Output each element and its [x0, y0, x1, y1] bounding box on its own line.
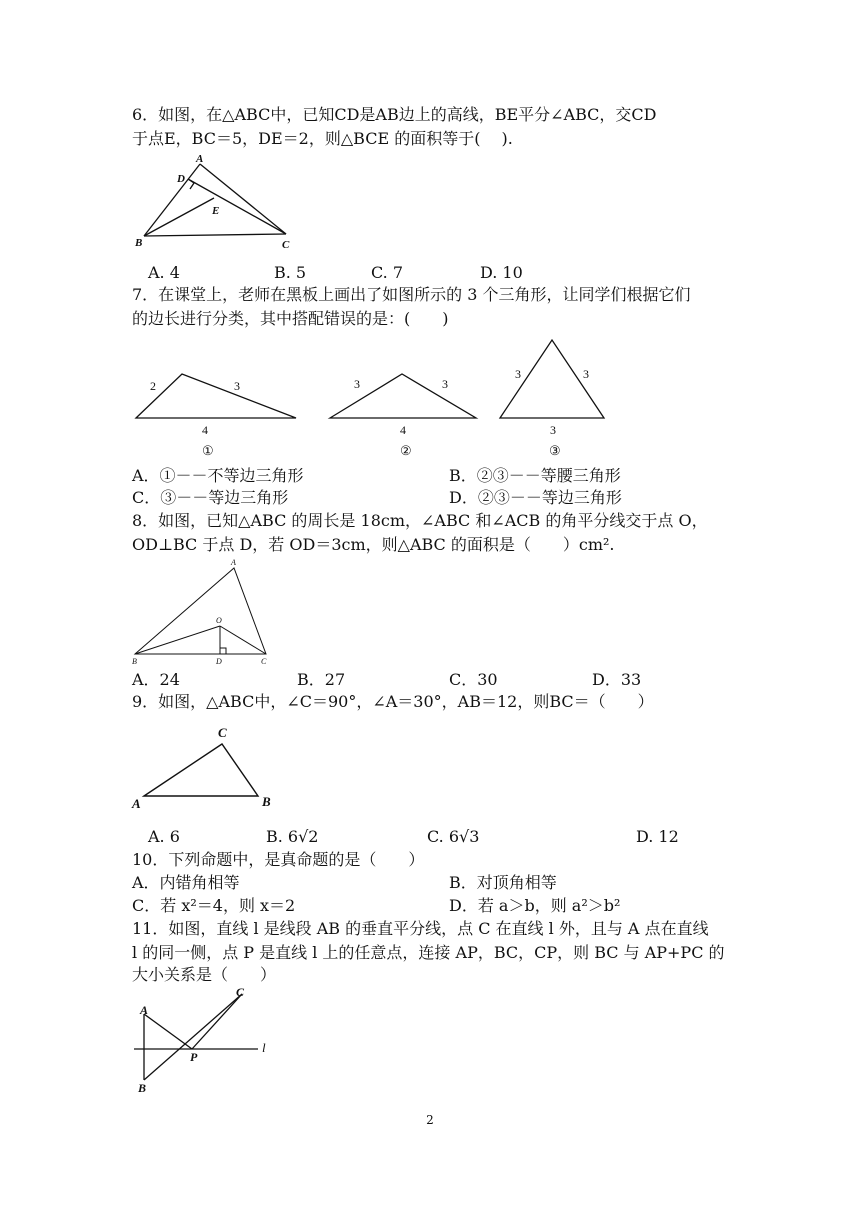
q11-label-b: B	[138, 1081, 147, 1095]
q11-label-a: A	[140, 1003, 149, 1017]
q8-figure	[130, 556, 280, 668]
q10-option-a: A．内错角相等	[132, 873, 240, 892]
q6-option-c: C. 7	[371, 263, 404, 282]
q10-option-c: C．若 x²＝4，则 x＝2	[132, 896, 296, 915]
q8-option-c: C．30	[449, 670, 498, 689]
q10-option-b: B．对顶角相等	[449, 873, 557, 892]
q6-label-c: C	[282, 239, 290, 251]
q10-option-d: D．若 a＞b，则 a²＞b²	[449, 896, 621, 915]
q7-option-d: D．②③－－等边三角形	[449, 488, 622, 507]
q7-option-b: B．②③－－等腰三角形	[449, 466, 621, 485]
q6-stem-line1: 6．如图，在△ABC中，已知CD是AB边上的高线，BE平分∠ABC，交CD	[132, 105, 657, 124]
q6-stem-line2: 于点E，BC＝5，DE＝2，则△BCE 的面积等于( ).	[132, 129, 513, 148]
q8-label-c: C	[261, 657, 267, 666]
page-number: 2	[426, 1113, 434, 1127]
t3-side-base: 3	[550, 423, 556, 437]
q9-option-d: D. 12	[636, 827, 679, 846]
q7-figure	[130, 334, 610, 462]
t3-mark: ③	[549, 443, 561, 458]
q8-label-d: D	[216, 657, 222, 666]
q9-stem-line1: 9．如图，△ABC中，∠C＝90°，∠A＝30°，AB＝12，则BC＝（ ）	[132, 692, 654, 711]
q6-label-b: B	[135, 237, 143, 249]
q6-label-a: A	[196, 153, 204, 165]
t1-side-left: 2	[150, 379, 156, 393]
q9-label-c: C	[218, 725, 227, 740]
q10-stem-line1: 10．下列命题中，是真命题的是（ ）	[132, 850, 425, 869]
q9-option-c: C. 6√3	[427, 827, 480, 846]
t1-mark: ①	[202, 443, 214, 458]
q11-stem-line3: 大小关系是（ ）	[132, 965, 277, 984]
q8-label-b: B	[132, 657, 137, 666]
t3-side-left: 3	[515, 367, 521, 381]
q6-option-b: B. 5	[274, 263, 307, 282]
t2-mark: ②	[400, 443, 412, 458]
q11-label-c: C	[236, 985, 245, 999]
q8-label-a: A	[231, 558, 236, 567]
q8-option-b: B．27	[297, 670, 346, 689]
t1-side-right: 3	[234, 379, 240, 393]
q7-stem-line2: 的边长进行分类，其中搭配错误的是：( )	[132, 309, 449, 328]
t2-side-left: 3	[354, 377, 360, 391]
q11-label-l: l	[262, 1040, 266, 1055]
t1-side-base: 4	[202, 423, 208, 437]
q8-stem-line1: 8．如图，已知△ABC 的周长是 18cm，∠ABC 和∠ACB 的角平分线交于点 O，	[132, 511, 708, 530]
t2-side-base: 4	[400, 423, 406, 437]
q11-stem-line1: 11．如图，直线 l 是线段 AB 的垂直平分线，点 C 在直线 l 外，且与 A 点在直线	[132, 919, 709, 938]
q8-option-a: A．24	[132, 670, 180, 689]
q9-option-b: B. 6√2	[266, 827, 319, 846]
q7-option-c: C．③－－等边三角形	[132, 488, 289, 507]
q6-option-a: A. 4	[148, 263, 180, 282]
t2-side-right: 3	[442, 377, 448, 391]
q11-label-p: P	[190, 1050, 198, 1064]
q9-figure	[130, 722, 280, 814]
q6-figure	[130, 150, 300, 254]
q8-label-o: O	[216, 616, 222, 625]
q8-option-d: D．33	[592, 670, 642, 689]
t3-side-right: 3	[583, 367, 589, 381]
q6-label-d: D	[177, 173, 185, 185]
q7-stem-line1: 7．在课堂上，老师在黑板上画出了如图所示的 3 个三角形，让同学们根据它们	[132, 285, 691, 304]
q6-option-d: D. 10	[480, 263, 523, 282]
q11-figure	[130, 984, 280, 1096]
q8-stem-line2: OD⊥BC 于点 D，若 OD＝3cm，则△ABC 的面积是（ ）cm².	[132, 535, 615, 554]
q6-label-e: E	[212, 205, 220, 217]
q9-label-b: B	[262, 794, 271, 809]
q11-stem-line2: l 的同一侧，点 P 是直线 l 上的任意点，连接 AP，BC，CP，则 BC 与 AP+PC 的	[132, 943, 725, 962]
q7-option-a: A．①－－不等边三角形	[132, 466, 304, 485]
q9-option-a: A. 6	[148, 827, 180, 846]
q9-label-a: A	[132, 796, 141, 811]
